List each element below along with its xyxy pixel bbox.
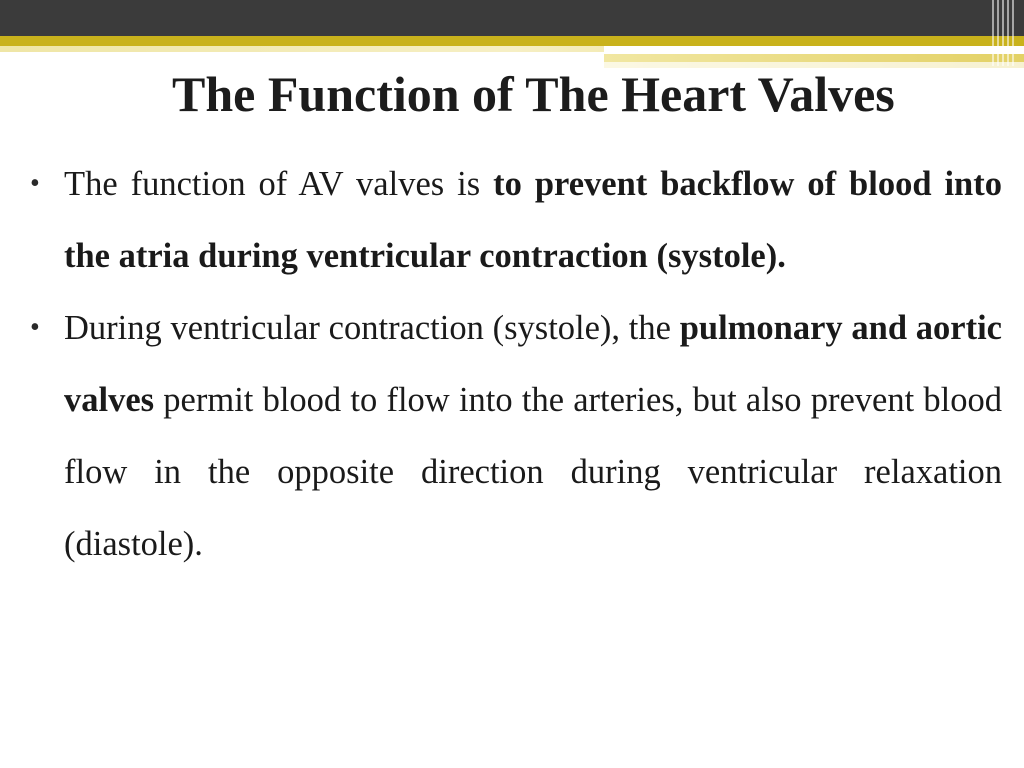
- bullet-text: [64, 165, 1002, 275]
- bullet-marker-icon: •: [30, 168, 40, 199]
- bullet-text-segment: permit blood to flow into the arteries, but also prevent blood flow in the opposite direction during ventricular relaxation (diastole).: [64, 381, 1002, 563]
- slide-title: The Function of The Heart Valves: [172, 66, 895, 122]
- stripe: [1007, 0, 1009, 66]
- stripe: [997, 0, 999, 66]
- bullet-text-segment: The function of AV valves is: [64, 165, 494, 203]
- bullet-text-emphasis: to prevent backflow of blood into the atria during ventricular contraction (systole).: [64, 165, 1002, 275]
- header-gold-band: [0, 36, 1024, 46]
- stripe: [1002, 0, 1004, 66]
- bullet-item: [30, 292, 1002, 580]
- header-stripe-accent: [992, 0, 1018, 66]
- bullet-text: [64, 309, 1002, 563]
- bullet-text-segment: During ventricular contraction (systole), the: [64, 309, 680, 347]
- header-dark-band: [0, 0, 1024, 36]
- bullet-item: [30, 148, 1002, 292]
- stripe: [1012, 0, 1014, 66]
- header-notch: [604, 46, 1024, 54]
- bullet-list: [30, 148, 1002, 580]
- bullet-marker-icon: •: [30, 312, 40, 343]
- stripe: [992, 0, 994, 66]
- bullet-text-emphasis: pulmonary and aortic valves: [64, 309, 1002, 419]
